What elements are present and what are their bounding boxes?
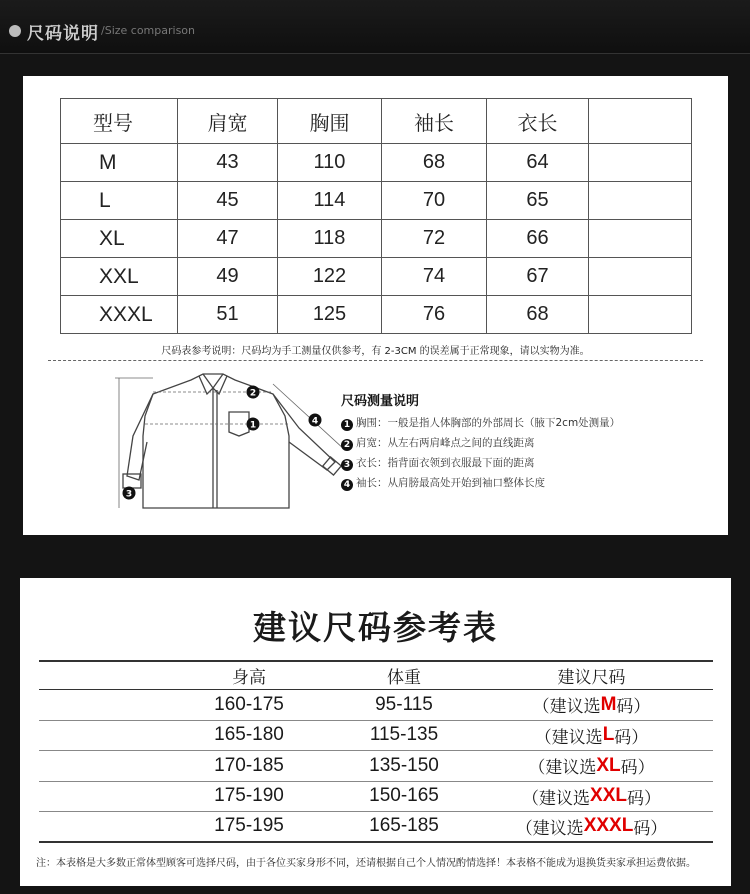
table-row	[39, 782, 713, 813]
recommend-header-row	[39, 662, 713, 690]
table-cell: 68	[382, 144, 487, 182]
suggested-size: XL	[596, 754, 621, 776]
number-badge-icon: 2	[341, 439, 353, 451]
table-cell: 125	[278, 296, 382, 334]
table-row	[61, 182, 692, 220]
measure-item	[341, 453, 620, 473]
measure-text: 胸围：一般是指人体胸部的外部周长（腋下2cm处测量）	[356, 417, 621, 429]
table-row	[39, 690, 713, 721]
header-cell: 型号	[61, 99, 178, 144]
height-cell: 160-175	[214, 693, 284, 715]
suggest-cell: （建议选 XXXL 码）	[515, 815, 668, 839]
table-cell: 47	[178, 220, 278, 258]
measure-text: 袖长：从肩膀最高处开始到袖口整体长度	[356, 477, 545, 489]
size-label-cell: XL	[61, 220, 178, 258]
header-cell: 胸围	[278, 99, 382, 144]
table-cell: 45	[178, 182, 278, 220]
table-cell: 43	[178, 144, 278, 182]
weight-cell: 135-150	[369, 754, 439, 776]
header-cell: 建议尺码	[557, 668, 626, 688]
section-title: 尺码说明	[27, 24, 99, 44]
section-subtitle: /Size comparison	[101, 24, 196, 37]
height-cell: 175-190	[214, 785, 284, 807]
table-cell: 64	[487, 144, 589, 182]
weight-cell: 165-185	[369, 815, 439, 837]
dashed-divider	[48, 360, 703, 361]
svg-text:1: 1	[249, 420, 257, 431]
table-cell	[589, 296, 692, 334]
table-row	[61, 258, 692, 296]
table-cell	[589, 220, 692, 258]
size-label-cell: XXXL	[61, 296, 178, 334]
header-cell: 体重	[387, 668, 421, 688]
height-cell: 175-195	[214, 815, 284, 837]
shirt-diagram-icon	[113, 366, 343, 516]
table-cell: 66	[487, 220, 589, 258]
size-label-cell: XXL	[61, 258, 178, 296]
header-cell: 身高	[232, 668, 266, 688]
measure-item	[341, 433, 620, 453]
recommend-panel	[20, 578, 731, 886]
table-cell: 118	[278, 220, 382, 258]
number-badge-icon: 3	[341, 459, 353, 471]
header-cell: 肩宽	[178, 99, 278, 144]
svg-text:2: 2	[249, 388, 257, 399]
height-cell: 165-180	[214, 724, 284, 746]
number-badge-icon: 1	[341, 419, 353, 431]
suggested-size: XXXL	[583, 815, 634, 837]
table-cell: 70	[382, 182, 487, 220]
measure-legend	[341, 390, 620, 493]
size-label-cell: L	[61, 182, 178, 220]
height-cell: 170-185	[214, 754, 284, 776]
table-cell: 122	[278, 258, 382, 296]
table-cell: 51	[178, 296, 278, 334]
table-row	[61, 296, 692, 334]
table-cell: 65	[487, 182, 589, 220]
table-cell: 68	[487, 296, 589, 334]
suggested-size: XXL	[590, 785, 627, 807]
recommend-note: 注：本表格是大多数正常体型顾客可选择尺码，由于各位买家身形不同，还请根据自己个人情况酌情选择！本表格不能成为退换货卖家承担运费依据。	[36, 858, 696, 869]
header-cell: 袖长	[382, 99, 487, 144]
size-chart-panel	[23, 76, 728, 535]
table-row	[61, 144, 692, 182]
table-cell: 114	[278, 182, 382, 220]
suggest-cell: （建议选 M 码）	[532, 693, 651, 718]
size-label-cell: M	[61, 144, 178, 182]
measure-item	[341, 413, 620, 433]
table-cell	[589, 182, 692, 220]
size-table-header	[61, 99, 692, 144]
section-header	[0, 0, 750, 54]
suggested-size: L	[602, 724, 615, 746]
table-row	[39, 751, 713, 782]
suggest-cell: （建议选 XXL 码）	[522, 785, 661, 809]
bullet-icon	[9, 25, 21, 37]
weight-cell: 115-135	[369, 724, 439, 746]
weight-cell: 150-165	[369, 785, 439, 807]
table-cell: 110	[278, 144, 382, 182]
table-row	[39, 721, 713, 752]
weight-cell: 95-115	[375, 693, 433, 715]
size-table	[60, 98, 692, 334]
table-cell: 72	[382, 220, 487, 258]
table-cell: 67	[487, 258, 589, 296]
number-badge-icon: 4	[341, 479, 353, 491]
suggest-cell: （建议选 L 码）	[534, 724, 649, 748]
table-row	[39, 812, 713, 843]
svg-text:3: 3	[125, 489, 133, 500]
table-cell: 49	[178, 258, 278, 296]
header-cell: 衣长	[487, 99, 589, 144]
table-cell: 74	[382, 258, 487, 296]
suggested-size: M	[600, 693, 617, 715]
suggest-cell: （建议选 XL 码）	[528, 754, 655, 779]
svg-text:4: 4	[311, 416, 319, 427]
recommend-title: 建议尺码参考表	[253, 608, 498, 647]
measure-item	[341, 473, 620, 493]
table-row	[61, 220, 692, 258]
table-cell: 76	[382, 296, 487, 334]
header-cell	[589, 99, 692, 144]
size-table-note: 尺码表参考说明：尺码均为手工测量仅供参考，有 2-3CM 的误差属于正常现象，请以实物为准。	[161, 346, 590, 357]
table-cell	[589, 258, 692, 296]
measure-text: 衣长：指背面衣领到衣服最下面的距离	[356, 457, 535, 469]
recommend-table	[39, 660, 713, 843]
table-cell	[589, 144, 692, 182]
measure-title: 尺码测量说明	[341, 394, 420, 409]
measure-text: 肩宽：从左右两肩峰点之间的直线距离	[356, 437, 535, 449]
